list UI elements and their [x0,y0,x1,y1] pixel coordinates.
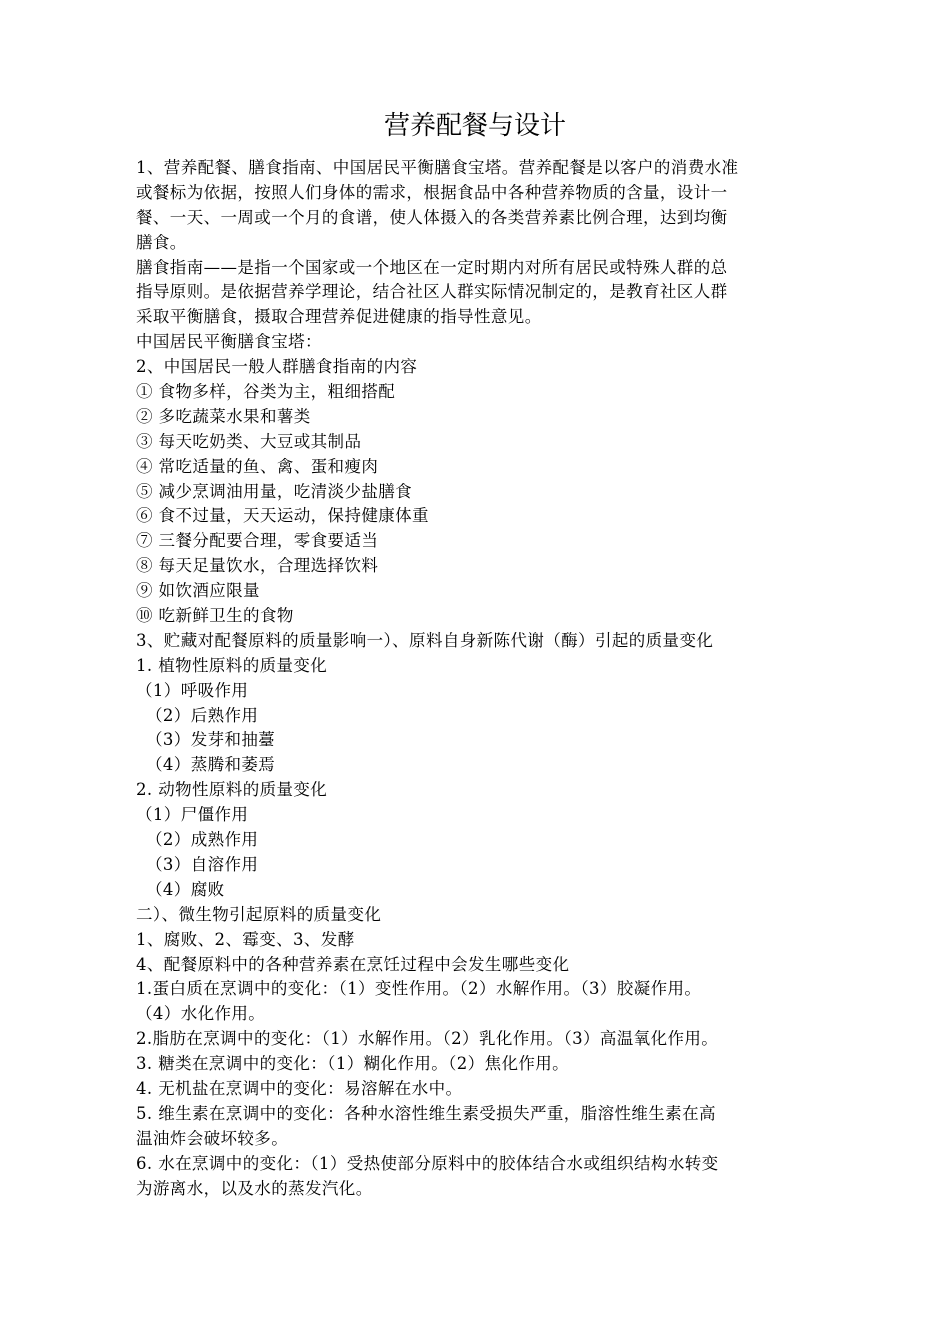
text-line: 或餐标为依据，按照人们身体的需求，根据食品中各种营养物质的含量，设计一 [136,182,728,202]
section-heading: 2、中国居民一般人群膳食指南的内容 [136,357,418,377]
text-line: 为游离水，以及水的蒸发汽化。 [136,1178,373,1198]
list-item: （3）自溶作用 [146,854,259,874]
text-line: 指导原则。是依据营养学理论，结合社区人群实际情况制定的，是教育社区人群 [136,282,728,302]
list-item: （1）呼吸作用 [136,680,249,700]
list-item: ④ 常吃适量的鱼、禽、蛋和瘦肉 [136,456,379,476]
list-item: （1）尸僵作用 [136,805,249,825]
text-line: （4）水化作用。 [136,1004,266,1024]
text-line: 温油炸会破坏较多。 [136,1128,289,1148]
text-line: 采取平衡膳食，摄取合理营养促进健康的指导性意见。 [136,307,542,327]
list-item: （4）腐败 [146,879,225,899]
list-item: （2）后熟作用 [146,705,259,725]
text-line: 3. 糖类在烹调中的变化：（1）糊化作用。（2）焦化作用。 [136,1054,570,1074]
text-line: 2.脂肪在烹调中的变化：（1）水解作用。（2）乳化作用。（3）高温氧化作用。 [136,1029,719,1049]
list-item: ⑩ 吃新鲜卫生的食物 [136,606,294,626]
list-item: ⑧ 每天足量饮水，合理选择饮料 [136,556,379,576]
text-line: 5. 维生素在烹调中的变化：各种水溶性维生素受损失严重，脂溶性维生素在高 [136,1103,716,1123]
text-line: 餐、一天、一周或一个月的食谱，使人体摄入的各类营养素比例合理，达到均衡 [136,207,728,227]
text-line: 中国居民平衡膳食宝塔： [136,332,322,352]
section-heading: 二）、微生物引起原料的质量变化 [136,904,382,924]
text-line: 1、营养配餐、膳食指南、中国居民平衡膳食宝塔。营养配餐是以客户的消费水准 [136,158,739,177]
subsection-heading: 2. 动物性原料的质量变化 [136,780,328,800]
text-line: 膳食。 [136,232,187,252]
text-line: 4. 无机盐在烹调中的变化：易溶解在水中。 [136,1078,463,1098]
text-line: 1.蛋白质在烹调中的变化：（1）变性作用。（2）水解作用。（3）胶凝作用。 [136,979,702,999]
list-item: ⑥ 食不过量，天天运动，保持健康体重 [136,506,429,526]
text-line: 膳食指南——是指一个国家或一个地区在一定时期内对所有居民或特殊人群的总 [136,257,728,277]
section-heading: 4、配餐原料中的各种营养素在烹饪过程中会发生哪些变化 [136,954,570,974]
list-item: （2）成熟作用 [146,830,259,850]
list-item: ② 多吃蔬菜水果和薯类 [136,406,311,426]
document-body [136,156,826,1201]
list-item: （3）发芽和抽薹 [146,730,276,750]
text-line: 6. 水在烹调中的变化：（1）受热使部分原料中的胶体结合水或组织结构水转变 [136,1153,719,1173]
list-item: （4）蒸腾和萎焉 [146,755,276,775]
subsection-heading: 1. 植物性原料的质量变化 [136,655,328,675]
document-title: 营养配餐与设计 [383,111,566,141]
section-heading: 3、贮藏对配餐原料的质量影响一）、原料自身新陈代谢（酶）引起的质量变化 [136,630,714,650]
text-line: 1、腐败、2、霉变、3、发酵 [136,929,355,949]
list-item: ⑤ 减少烹调油用量，吃清淡少盐膳食 [136,481,413,501]
list-item: ③ 每天吃奶类、大豆或其制品 [136,431,362,451]
list-item: ⑦ 三餐分配要合理，零食要适当 [136,531,379,551]
list-item: ① 食物多样，谷类为主，粗细搭配 [136,382,396,402]
list-item: ⑨ 如饮酒应限量 [136,581,260,601]
